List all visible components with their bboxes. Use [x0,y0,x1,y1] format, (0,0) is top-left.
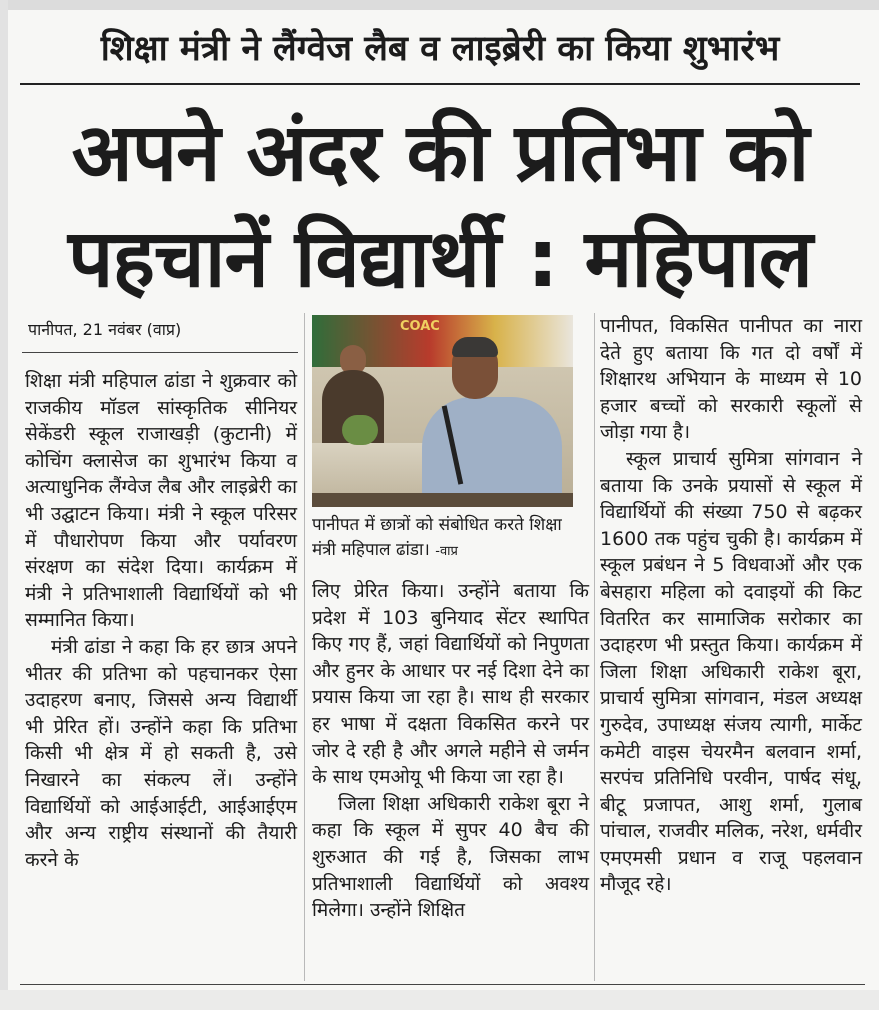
photo-stage [312,493,573,507]
column-2-paragraph-1: लिए प्रेरित किया। उन्होंने बताया कि प्रदेश में 103 बुनियाद सेंटर स्थापित किए गए हैं, जहां विद्यार्थियों को निपुणता और हुनर के आधार पर नई दिशा देने का प्रयास किया जा रहा है। साथ ही सरकार हर भाषा में दक्षता विकसित करने पर जोर दे रही है और अगले महीने से जर्मन के साथ एमओयू भी किया जा रहा है। [312,580,589,789]
photo-banner-text: COAC [400,319,440,334]
column-3-paragraph-1: पानीपत, विकसित पानीपत का नारा देते हुए बताया कि गत दो वर्षों में शिक्षारथ अभियान के माध्यम से 10 हजार बच्चों को सरकारी स्कूलों से जोड़ा गया है। [600,315,862,444]
headline-line-2: पहचानें विद्यार्थी : महिपाल [68,212,812,305]
photo-credit: -वाप्र [435,544,458,559]
column-divider [304,313,305,981]
photo-caption-text: पानीपत में छात्रों को संबोधित करते शिक्षा मंत्री महिपाल ढांडा। [312,515,562,560]
kicker-rule [20,83,860,85]
article-column-1 [25,368,297,873]
kicker-headline: शिक्षा मंत्री ने लैंग्वेज लैब व लाइब्रेरी का किया शुभारंभ [100,29,780,69]
news-photo [312,315,573,507]
dateline: पानीपत, 21 नवंबर (वाप्र) [28,320,182,339]
main-headline [20,100,860,312]
dateline-rule [22,352,298,353]
column-1-paragraph-2: मंत्री ढांडा ने कहा कि हर छात्र अपने भीतर की प्रतिभा को पहचानकर ऐसा उदाहरण बनाए, जिससे अन्य विद्यार्थी भी प्रेरित हों। उन्होंने कहा कि प्रतिभा किसी भी क्षेत्र में हो सकती है, उसे निखारने का संकल्प लें। उन्होंने विद्यार्थियों को आईआईटी, आईआईएम और अन्य राष्ट्रीय संस्थानों की तैयारी करने के [25,635,297,871]
article-column-3 [600,313,862,898]
column-divider [594,313,595,981]
column-1-paragraph-1: शिक्षा मंत्री महिपाल ढांडा ने शुक्रवार को राजकीय मॉडल सांस्कृतिक सीनियर सेकेंडरी स्कूल राजाखड़ी (कुटानी) में कोचिंग क्लासेज का शुभारंभ किया व अत्याधुनिक लैंग्वेज लैब और लाइब्रेरी का भी उद्घाटन किया। मंत्री ने स्कूल परिसर में पौधारोपण किया और पर्यावरण संरक्षण का संदेश दिया। कार्यक्रम में मंत्री ने प्रतिभाशाली विद्यार्थियों को भी सम्मानित किया। [25,370,297,632]
photo-caption [312,513,582,564]
headline-line-1: अपने अंदर की प्रतिभा को [71,106,809,199]
column-3-paragraph-2: स्कूल प्राचार्य सुमित्रा सांगवान ने बताया कि उनके प्रयासों से स्कूल में विद्यार्थियों की संख्या 750 से बढ़कर 1600 तक पहुंच चुकी है। कार्यक्रम में स्कूल प्रबंधन ने 5 विधवाओं और एक बेसहारा महिला को दवाइयों की किट वितरित कर सामाजिक सरोकार का उदाहरण भी प्रस्तुत किया। कार्यक्रम में जिला शिक्षा अधिकारी राकेश बूरा, प्राचार्य सुमित्रा सांगवान, मंडल अध्यक्ष गुरुदेव, उपाध्यक्ष संजय त्यागी, मार्केट कमेटी वाइस चेयरमैन बलवान शर्मा, सरपंच प्रतिनिधि परवीन, पार्षद संधू, बीटू प्रजापत, आशु शर्मा, गुलाब पांचाल, राजवीर मलिक, नरेश, धर्मवीर एमएमसी प्रधान व राजू पहलवान मौजूद रहे। [600,447,862,896]
article-column-2 [312,578,589,924]
photo-speaker-hair [452,337,498,357]
photo-flowers [342,415,378,445]
page-bottom-edge [0,990,879,1010]
column-2-paragraph-2: जिला शिक्षा अधिकारी राकेश बूरा ने कहा कि स्कूल में सुपर 40 बैच की शुरुआत की गई है, जिसका लाभ प्रतिभाशाली विद्यार्थियों को अवश्य मिलेगा। उन्होंने शिक्षित [312,792,589,922]
page-left-edge [0,0,8,1010]
bottom-rule [20,984,865,985]
page-top-edge [0,0,879,10]
